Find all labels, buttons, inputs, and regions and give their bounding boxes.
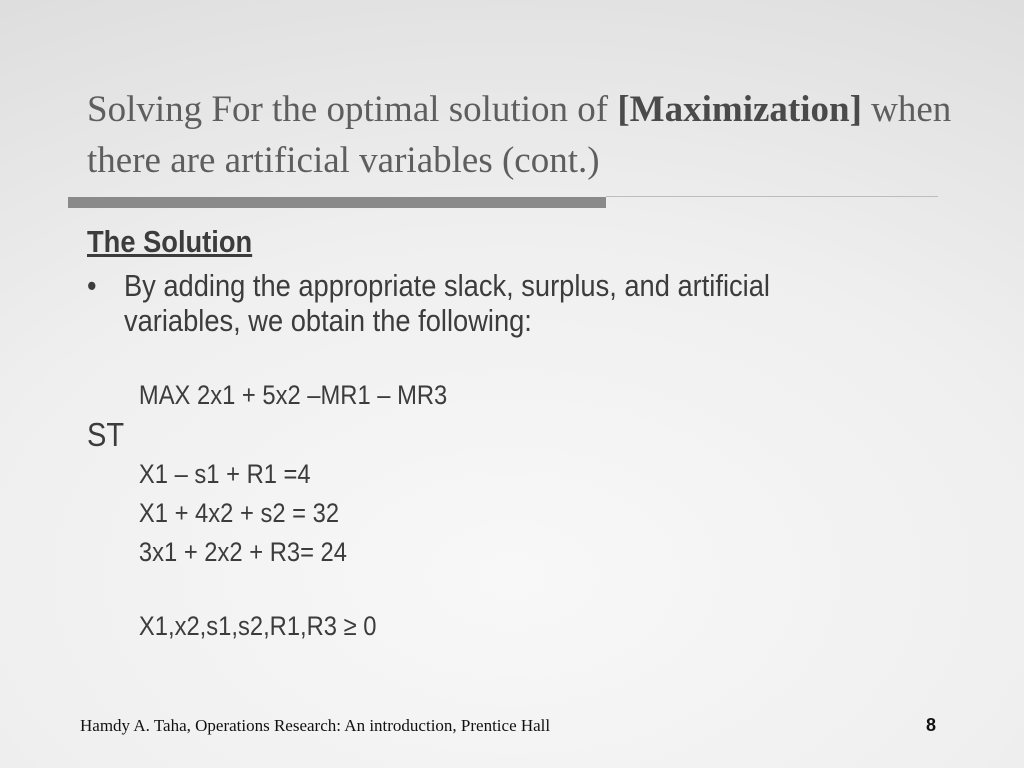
title-divider-thin <box>606 196 938 197</box>
page-number: 8 <box>926 715 937 735</box>
section-subheading: The Solution <box>87 224 253 259</box>
footer-citation: Hamdy A. Taha, Operations Research: An introduction, Prentice Hall <box>80 716 551 735</box>
title-text-part2: when there are artificial variables (cont.) <box>87 89 952 181</box>
constraint-1: X1 – s1 + R1 =4 <box>138 459 311 489</box>
slide-title <box>87 84 967 186</box>
constraint-3: 3x1 + 2x2 + R3= 24 <box>138 537 347 567</box>
constraint-2: X1 + 4x2 + s2 = 32 <box>138 498 340 528</box>
bullet-marker: • <box>87 268 97 303</box>
bullet-text: By adding the appropriate slack, surplus, and artificial variables, we obtain the following: <box>123 268 770 338</box>
subject-to-label: ST <box>87 416 125 453</box>
title-bold-keyword: [Maximization] <box>617 89 862 130</box>
bullet-item <box>87 268 861 338</box>
title-text-part1: Solving For the optimal solution of <box>87 89 618 130</box>
title-divider-thick <box>68 197 606 208</box>
nonnegativity-constraint: X1,x2,s1,s2,R1,R3 ≥ 0 <box>138 611 377 641</box>
objective-function: MAX 2x1 + 5x2 –MR1 – MR3 <box>138 380 448 410</box>
